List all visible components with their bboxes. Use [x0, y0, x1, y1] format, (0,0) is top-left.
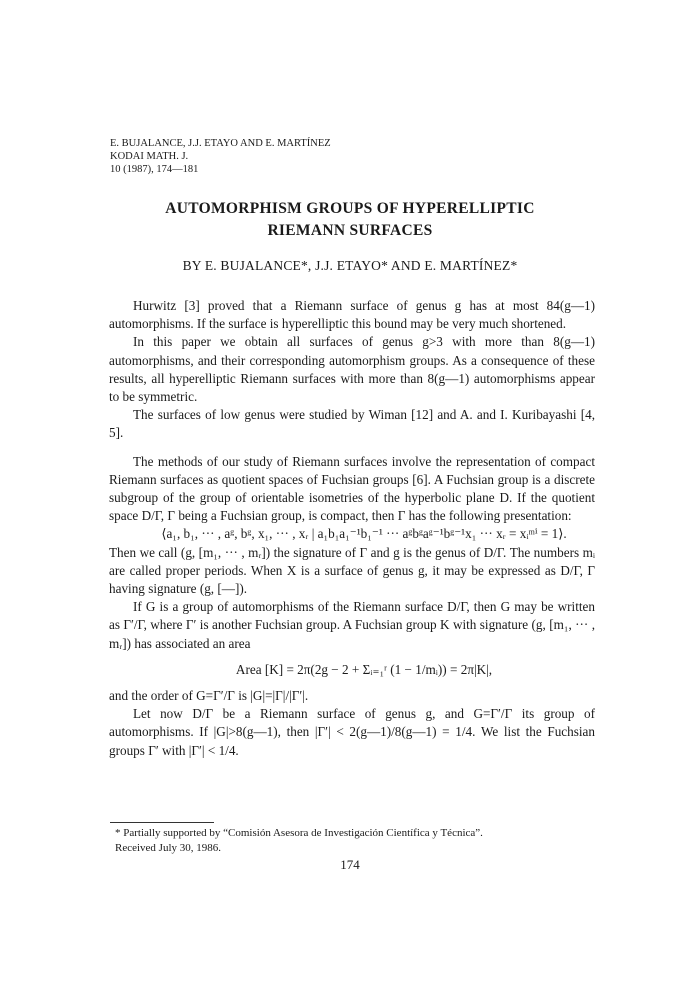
equation-presentation: ⟨a₁, b₁, ··· , aᵍ, bᵍ, x₁, ··· , xᵣ | a₁b₁a₁⁻¹b₁⁻¹ ··· aᵍbᵍaᵍ⁻¹bᵍ⁻¹x₁ ··· xᵣ = xᵢᵐⁱ = 1⟩.: [161, 526, 567, 542]
body-text: [109, 297, 595, 760]
footnotes: [115, 826, 483, 856]
equation-area: Area [K] = 2π(2g − 2 + Σᵢ₌₁ʳ (1 − 1/mᵢ)) = 2π|K|,: [235, 661, 493, 677]
header-authors: E. BUJALANCE, J.J. ETAYO AND E. MARTÍNEZ: [110, 138, 331, 149]
paragraph: In this paper we obtain all surfaces of genus g>3 with more than 8(g—1) automorphisms, and their corresponding automorphism groups. As a consequence of these results, all hyperelliptic Riemann surfaces with more than 8(g—1) automorphisms appear to be symmetric.: [109, 334, 595, 405]
header-journal: KODAI MATH. J.: [110, 151, 189, 162]
page-number: 174: [340, 857, 360, 872]
paragraph: Let now D/Γ be a Riemann surface of genus g, and G=Γ′/Γ its group of automorphisms. If |G|>8(g—1), then |Γ′| < 2(g—1)/8(g—1) = 1/4. We list the Fuchsian groups Γ′ with |Γ′| < 1/4.: [109, 706, 595, 758]
header-volume: 10 (1987), 174—181: [110, 164, 199, 175]
paper-title: [0, 198, 700, 242]
title-line-2: RIEMANN SURFACES: [267, 222, 433, 239]
byline: BY E. BUJALANCE*, J.J. ETAYO* AND E. MARTÍNEZ*: [182, 258, 518, 273]
title-line-1: AUTOMORPHISM GROUPS OF HYPERELLIPTIC: [165, 200, 535, 217]
paragraph: Then we call (g, [m₁, ··· , mᵣ]) the signature of Γ and g is the genus of D/Γ. The numbers mᵢ are called proper periods. When X is a surface of genus g, it may be expressed as D/Γ, Γ having signature (g, [—]).: [109, 544, 595, 597]
footnote-received: Received July 30, 1986.: [115, 842, 222, 854]
paragraph: and the order of G=Γ′/Γ is |G|=|Γ|/|Γ′|.: [109, 688, 309, 704]
paragraph: Hurwitz [3] proved that a Riemann surface of genus g has at most 84(g—1) automorphisms. If the surface is hyperelliptic this bound may be very much shortened.: [109, 298, 595, 332]
paragraph: The surfaces of low genus were studied by Wiman [12] and A. and I. Kuribayashi [4, 5].: [109, 407, 595, 441]
journal-header: [110, 137, 331, 176]
paragraph: If G is a group of automorphisms of the Riemann surface D/Γ, then G may be written as Γ′/Γ, where Γ′ is another Fuchsian group. A Fuchsian group K with signature (g, [m₁, ··· , mᵣ]) has associated an area: [109, 599, 595, 651]
footnote-support: * Partially supported by “Comisión Asesora de Investigación Científica y Técnica”.: [115, 827, 483, 839]
paragraph: The methods of our study of Riemann surfaces involve the representation of compact Riemann surfaces as quotient spaces of Fuchsian groups [6]. A Fuchsian group is a discrete subgroup of the group of orientable isometries of the hyperbolic plane D. If the quotient space D/Γ, Γ being a Fuchsian group, is compact, then Γ has the following presentation:: [109, 453, 595, 524]
footnote-rule: [110, 822, 214, 823]
